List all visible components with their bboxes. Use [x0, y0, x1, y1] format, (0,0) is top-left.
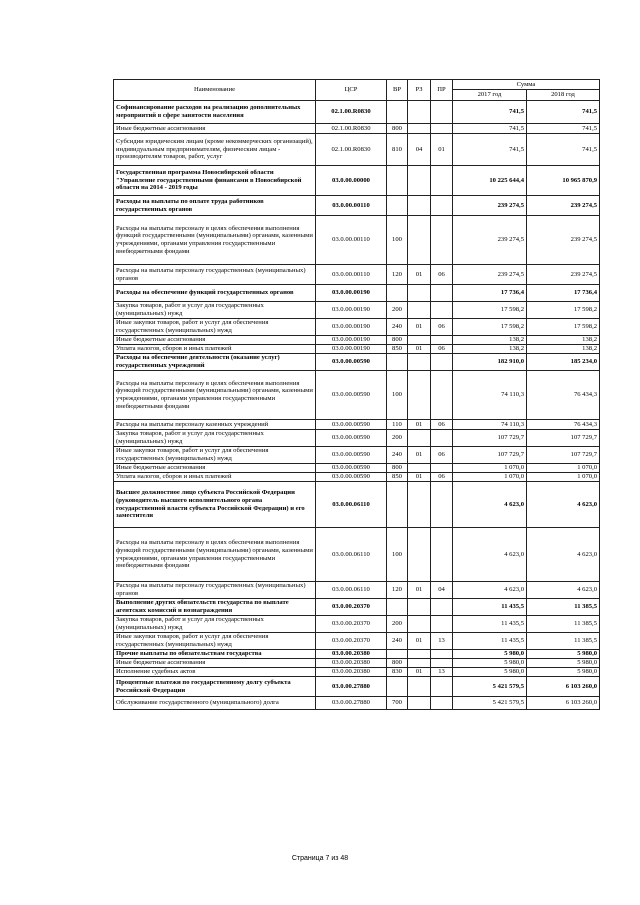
- row-amount-2017: 4 623,0: [453, 528, 527, 582]
- row-rz: 04: [408, 134, 431, 166]
- row-name: Иные закупки товаров, работ и услуг для обеспечения государственных (муниципальных) нужд: [114, 447, 316, 464]
- row-amount-2017: 741,5: [453, 124, 527, 134]
- row-pr: [431, 659, 453, 668]
- row-csr: 03.0.00.00590: [316, 473, 387, 482]
- row-name: Прочие выплаты по обязательствам государства: [114, 650, 316, 659]
- row-amount-2018: 4 623,0: [527, 482, 600, 528]
- row-name: Расходы на выплаты персоналу государственных (муниципальных) органов: [114, 582, 316, 599]
- row-rz: [408, 166, 431, 196]
- row-name: Расходы на выплаты персоналу в целях обеспечения выполнения функций государственными (муниципальными) органами, казенными учреждениями, органами управления государственными внебюджетными фондами: [114, 371, 316, 420]
- row-amount-2018: 1 070,0: [527, 464, 600, 473]
- row-csr: 02.1.00.R0830: [316, 124, 387, 134]
- row-amount-2017: 107 729,7: [453, 447, 527, 464]
- row-vr: 240: [387, 319, 408, 336]
- row-csr: 03.0.00.00000: [316, 166, 387, 196]
- row-amount-2018: 4 623,0: [527, 528, 600, 582]
- row-amount-2018: 5 980,0: [527, 668, 600, 677]
- row-rz: 01: [408, 345, 431, 354]
- row-vr: [387, 354, 408, 371]
- row-amount-2017: 138,2: [453, 336, 527, 345]
- row-csr: 03.0.00.00190: [316, 319, 387, 336]
- row-vr: 240: [387, 447, 408, 464]
- table-row: [114, 599, 600, 616]
- row-csr: 03.0.00.00110: [316, 265, 387, 285]
- row-amount-2018: 17 736,4: [527, 285, 600, 302]
- row-pr: [431, 482, 453, 528]
- row-pr: [431, 196, 453, 216]
- row-amount-2017: 74 110,3: [453, 420, 527, 430]
- row-name: Процентные платежи по государственному долгу субъекта Российской Федерации: [114, 677, 316, 697]
- row-vr: 120: [387, 265, 408, 285]
- row-amount-2018: 239 274,5: [527, 196, 600, 216]
- table-row: [114, 101, 600, 124]
- row-pr: [431, 302, 453, 319]
- table-row: [114, 464, 600, 473]
- row-rz: [408, 528, 431, 582]
- row-pr: [431, 528, 453, 582]
- row-rz: [408, 196, 431, 216]
- header-year-2017: 2017 год: [453, 90, 527, 101]
- row-vr: [387, 196, 408, 216]
- row-vr: [387, 599, 408, 616]
- row-csr: 03.0.00.06110: [316, 582, 387, 599]
- table-row: [114, 319, 600, 336]
- row-csr: 03.0.00.00590: [316, 354, 387, 371]
- row-csr: 03.0.00.20380: [316, 668, 387, 677]
- row-pr: 04: [431, 582, 453, 599]
- row-amount-2018: 17 598,2: [527, 302, 600, 319]
- row-name: Высшее должностное лицо субъекта Российской Федерации (руководитель высшего исполнительного органа государственной власти субъекта Российской Федерации) и его заместители: [114, 482, 316, 528]
- row-vr: 800: [387, 124, 408, 134]
- row-csr: 02.1.00.R0830: [316, 134, 387, 166]
- row-csr: 03.0.00.00190: [316, 302, 387, 319]
- row-name: Софинансирование расходов на реализацию дополнительных мероприятий в сфере занятости населения: [114, 101, 316, 124]
- row-amount-2018: 11 385,5: [527, 633, 600, 650]
- row-amount-2018: 741,5: [527, 101, 600, 124]
- table-row: [114, 447, 600, 464]
- row-pr: [431, 124, 453, 134]
- row-name: Иные бюджетные ассигнования: [114, 659, 316, 668]
- row-rz: 01: [408, 582, 431, 599]
- row-amount-2017: 74 110,3: [453, 371, 527, 420]
- row-csr: 03.0.00.00190: [316, 345, 387, 354]
- row-name: Иные закупки товаров, работ и услуг для обеспечения государственных (муниципальных) нужд: [114, 633, 316, 650]
- table-row: [114, 650, 600, 659]
- row-vr: 800: [387, 464, 408, 473]
- row-name: Субсидии юридическим лицам (кроме некоммерческих организаций), индивидуальным предпринимателям, физическим лицам - производителям товаров, работ, услуг: [114, 134, 316, 166]
- table-row: [114, 134, 600, 166]
- row-rz: 01: [408, 265, 431, 285]
- row-rz: [408, 371, 431, 420]
- row-pr: 06: [431, 447, 453, 464]
- row-pr: [431, 697, 453, 710]
- row-amount-2017: 741,5: [453, 134, 527, 166]
- row-amount-2018: 10 965 870,9: [527, 166, 600, 196]
- header-name: Наименование: [114, 80, 316, 101]
- row-pr: [431, 430, 453, 447]
- row-csr: 03.0.00.20380: [316, 650, 387, 659]
- row-rz: 01: [408, 319, 431, 336]
- table-row: [114, 430, 600, 447]
- row-csr: 03.0.00.06110: [316, 528, 387, 582]
- table-row: [114, 668, 600, 677]
- row-pr: 13: [431, 668, 453, 677]
- row-rz: [408, 285, 431, 302]
- row-amount-2017: 741,5: [453, 101, 527, 124]
- row-name: Уплата налогов, сборов и иных платежей: [114, 345, 316, 354]
- row-csr: 03.0.00.20370: [316, 599, 387, 616]
- row-amount-2017: 138,2: [453, 345, 527, 354]
- row-vr: 110: [387, 420, 408, 430]
- row-amount-2017: 11 435,5: [453, 633, 527, 650]
- table-header: [114, 80, 600, 101]
- row-rz: [408, 336, 431, 345]
- row-csr: 03.0.00.00590: [316, 430, 387, 447]
- row-csr: 03.0.00.20380: [316, 659, 387, 668]
- row-vr: [387, 482, 408, 528]
- row-pr: [431, 616, 453, 633]
- row-vr: 200: [387, 616, 408, 633]
- row-csr: 02.1.00.R0830: [316, 101, 387, 124]
- row-amount-2017: 239 274,5: [453, 216, 527, 265]
- table-row: [114, 616, 600, 633]
- row-amount-2018: 17 598,2: [527, 319, 600, 336]
- row-vr: 100: [387, 371, 408, 420]
- header-vr: ВР: [387, 80, 408, 101]
- table-row: [114, 336, 600, 345]
- row-csr: 03.0.00.00110: [316, 216, 387, 265]
- page-number: Страница 7 из 48: [291, 855, 349, 862]
- table-row: [114, 124, 600, 134]
- table-row: [114, 302, 600, 319]
- row-pr: [431, 354, 453, 371]
- row-rz: 01: [408, 420, 431, 430]
- row-amount-2017: 4 623,0: [453, 582, 527, 599]
- table-row: [114, 345, 600, 354]
- row-csr: 03.0.00.00590: [316, 464, 387, 473]
- row-rz: [408, 124, 431, 134]
- row-csr: 03.0.00.00110: [316, 196, 387, 216]
- row-amount-2017: 239 274,5: [453, 265, 527, 285]
- row-amount-2017: 10 225 644,4: [453, 166, 527, 196]
- row-amount-2017: 107 729,7: [453, 430, 527, 447]
- row-rz: [408, 302, 431, 319]
- table-row: [114, 166, 600, 196]
- table-row: [114, 482, 600, 528]
- row-name: Расходы на выплаты персоналу в целях обеспечения выполнения функций государственными (муниципальными) органами, казенными учреждениями, органами управления государственными внебюджетными фондами: [114, 528, 316, 582]
- row-name: Расходы на выплаты по оплате труда работников государственных органов: [114, 196, 316, 216]
- row-csr: 03.0.00.00190: [316, 336, 387, 345]
- row-rz: 01: [408, 633, 431, 650]
- row-vr: 700: [387, 697, 408, 710]
- row-vr: 800: [387, 659, 408, 668]
- row-vr: 100: [387, 216, 408, 265]
- row-rz: [408, 464, 431, 473]
- row-pr: [431, 677, 453, 697]
- row-pr: 06: [431, 265, 453, 285]
- row-pr: 06: [431, 473, 453, 482]
- row-amount-2018: 5 980,0: [527, 659, 600, 668]
- row-pr: 06: [431, 345, 453, 354]
- row-amount-2017: 4 623,0: [453, 482, 527, 528]
- row-amount-2018: 6 103 260,0: [527, 677, 600, 697]
- row-pr: [431, 285, 453, 302]
- row-amount-2017: 1 070,0: [453, 473, 527, 482]
- row-name: Выполнение других обязательств государства по выплате агентских комиссий и вознаграждения: [114, 599, 316, 616]
- row-rz: [408, 354, 431, 371]
- row-amount-2017: 17 598,2: [453, 302, 527, 319]
- row-rz: [408, 430, 431, 447]
- row-amount-2017: 5 980,0: [453, 650, 527, 659]
- row-pr: 01: [431, 134, 453, 166]
- row-rz: 01: [408, 447, 431, 464]
- table-row: [114, 659, 600, 668]
- row-rz: [408, 616, 431, 633]
- row-rz: [408, 101, 431, 124]
- row-vr: 800: [387, 336, 408, 345]
- row-name: Уплата налогов, сборов и иных платежей: [114, 473, 316, 482]
- row-vr: 240: [387, 633, 408, 650]
- row-rz: [408, 677, 431, 697]
- header-pr: ПР: [431, 80, 453, 101]
- row-amount-2018: 107 729,7: [527, 447, 600, 464]
- row-amount-2017: 5 980,0: [453, 668, 527, 677]
- row-amount-2018: 6 103 260,0: [527, 697, 600, 710]
- row-pr: [431, 216, 453, 265]
- row-name: Расходы на выплаты персоналу в целях обеспечения выполнения функций государственными (муниципальными) органами, казенными учреждениями, органами управления государственными внебюджетными фондами: [114, 216, 316, 265]
- header-rz: РЗ: [408, 80, 431, 101]
- row-amount-2017: 17 736,4: [453, 285, 527, 302]
- row-name: Исполнение судебных актов: [114, 668, 316, 677]
- row-amount-2018: 1 070,0: [527, 473, 600, 482]
- row-amount-2017: 17 598,2: [453, 319, 527, 336]
- table-row: [114, 473, 600, 482]
- row-amount-2017: 182 910,0: [453, 354, 527, 371]
- table-row: [114, 697, 600, 710]
- row-csr: 03.0.00.00590: [316, 420, 387, 430]
- table-row: [114, 528, 600, 582]
- row-csr: 03.0.00.27880: [316, 697, 387, 710]
- row-vr: 120: [387, 582, 408, 599]
- row-name: Иные бюджетные ассигнования: [114, 464, 316, 473]
- row-name: Иные бюджетные ассигнования: [114, 336, 316, 345]
- row-name: Иные закупки товаров, работ и услуг для обеспечения государственных (муниципальных) нужд: [114, 319, 316, 336]
- row-amount-2017: 239 274,5: [453, 196, 527, 216]
- row-amount-2018: 76 434,3: [527, 371, 600, 420]
- row-amount-2018: 4 623,0: [527, 582, 600, 599]
- row-csr: 03.0.00.20370: [316, 633, 387, 650]
- table-row: [114, 677, 600, 697]
- row-amount-2018: 11 385,5: [527, 599, 600, 616]
- row-amount-2018: 11 385,5: [527, 616, 600, 633]
- row-amount-2017: 5 421 579,5: [453, 677, 527, 697]
- row-pr: [431, 464, 453, 473]
- table-row: [114, 354, 600, 371]
- row-csr: 03.0.00.20370: [316, 616, 387, 633]
- row-pr: 06: [431, 319, 453, 336]
- row-rz: [408, 599, 431, 616]
- row-vr: [387, 166, 408, 196]
- row-pr: [431, 371, 453, 420]
- table-row: [114, 285, 600, 302]
- row-name: Расходы на обеспечение функций государственных органов: [114, 285, 316, 302]
- row-rz: [408, 659, 431, 668]
- table-body: [114, 101, 600, 710]
- row-vr: [387, 285, 408, 302]
- row-amount-2018: 185 234,0: [527, 354, 600, 371]
- row-vr: 100: [387, 528, 408, 582]
- row-vr: [387, 101, 408, 124]
- row-vr: 200: [387, 430, 408, 447]
- row-vr: 200: [387, 302, 408, 319]
- row-pr: [431, 101, 453, 124]
- row-name: Закупка товаров, работ и услуг для государственных (муниципальных) нужд: [114, 430, 316, 447]
- table-row: [114, 265, 600, 285]
- row-amount-2018: 239 274,5: [527, 216, 600, 265]
- header-sum: Сумма: [453, 80, 600, 90]
- row-amount-2018: 76 434,3: [527, 420, 600, 430]
- row-csr: 03.0.00.00190: [316, 285, 387, 302]
- table-row: [114, 420, 600, 430]
- row-amount-2018: 741,5: [527, 134, 600, 166]
- row-pr: [431, 650, 453, 659]
- row-name: Закупка товаров, работ и услуг для государственных (муниципальных) нужд: [114, 616, 316, 633]
- row-name: Расходы на обеспечение деятельности (оказание услуг) государственных учреждений: [114, 354, 316, 371]
- row-pr: [431, 166, 453, 196]
- row-pr: [431, 599, 453, 616]
- row-csr: 03.0.00.27880: [316, 677, 387, 697]
- row-vr: [387, 650, 408, 659]
- budget-table: [113, 79, 600, 710]
- table-row: [114, 216, 600, 265]
- row-csr: 03.0.00.00590: [316, 371, 387, 420]
- row-amount-2018: 138,2: [527, 336, 600, 345]
- table-row: [114, 582, 600, 599]
- row-amount-2017: 11 435,5: [453, 616, 527, 633]
- row-rz: [408, 216, 431, 265]
- row-name: Расходы на выплаты персоналу государственных (муниципальных) органов: [114, 265, 316, 285]
- row-rz: 01: [408, 668, 431, 677]
- row-amount-2018: 138,2: [527, 345, 600, 354]
- row-vr: [387, 677, 408, 697]
- row-rz: [408, 650, 431, 659]
- row-amount-2017: 11 435,5: [453, 599, 527, 616]
- row-rz: 01: [408, 473, 431, 482]
- row-pr: 13: [431, 633, 453, 650]
- row-name: Закупка товаров, работ и услуг для государственных (муниципальных) нужд: [114, 302, 316, 319]
- row-name: Иные бюджетные ассигнования: [114, 124, 316, 134]
- header-csr: ЦСР: [316, 80, 387, 101]
- row-amount-2017: 5 421 579,5: [453, 697, 527, 710]
- row-pr: 06: [431, 420, 453, 430]
- table-row: [114, 633, 600, 650]
- row-rz: [408, 482, 431, 528]
- row-vr: 810: [387, 134, 408, 166]
- row-amount-2017: 1 070,0: [453, 464, 527, 473]
- row-vr: 850: [387, 345, 408, 354]
- table-row: [114, 196, 600, 216]
- row-csr: 03.0.00.00590: [316, 447, 387, 464]
- row-amount-2018: 239 274,5: [527, 265, 600, 285]
- header-year-2018: 2018 год: [527, 90, 600, 101]
- row-name: Государственная программа Новосибирской области "Управление государственными финансами в Новосибирской области на 2014 - 2019 годы: [114, 166, 316, 196]
- row-amount-2017: 5 980,0: [453, 659, 527, 668]
- row-name: Обслуживание государственного (муниципального) долга: [114, 697, 316, 710]
- row-amount-2018: 741,5: [527, 124, 600, 134]
- row-name: Расходы на выплаты персоналу казенных учреждений: [114, 420, 316, 430]
- row-amount-2018: 107 729,7: [527, 430, 600, 447]
- row-vr: 830: [387, 668, 408, 677]
- row-vr: 850: [387, 473, 408, 482]
- row-csr: 03.0.00.06110: [316, 482, 387, 528]
- row-pr: [431, 336, 453, 345]
- row-rz: [408, 697, 431, 710]
- table-row: [114, 371, 600, 420]
- row-amount-2018: 5 980,0: [527, 650, 600, 659]
